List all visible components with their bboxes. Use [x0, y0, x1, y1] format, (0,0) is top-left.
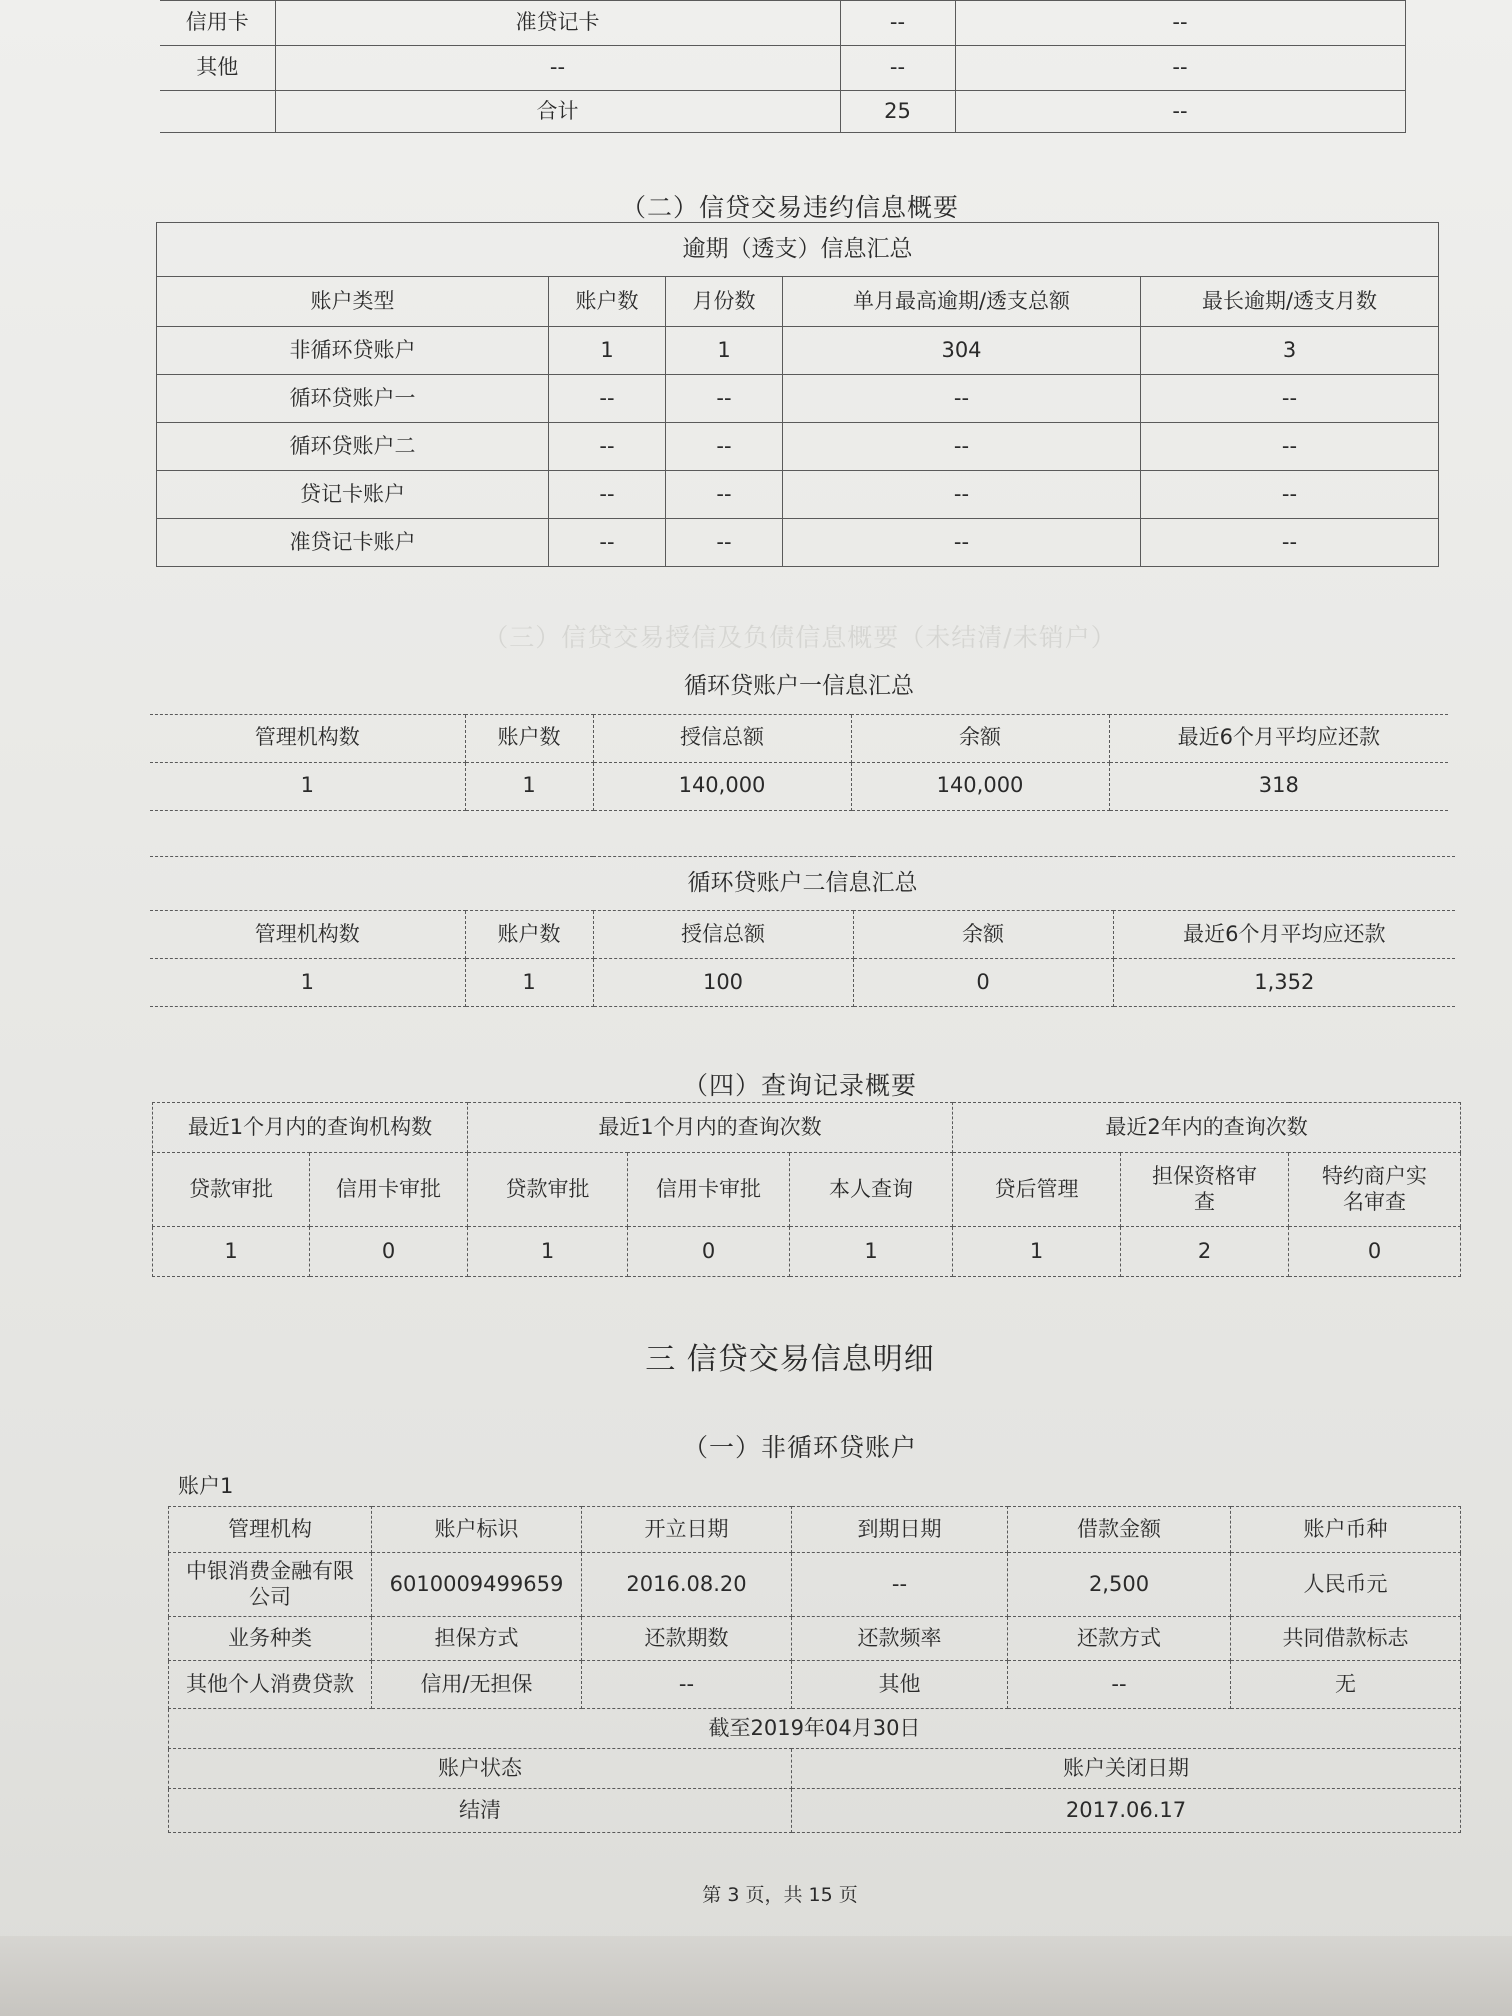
column-header: 余额	[853, 911, 1113, 959]
column-header: 月份数	[666, 277, 783, 327]
table-cell: 非循环贷账户	[157, 327, 549, 375]
overdue-table	[156, 222, 1438, 567]
column-header: 共同借款标志	[1231, 1617, 1461, 1661]
table-cell: 人民币元	[1231, 1553, 1461, 1617]
table-cell: 循环贷账户二	[157, 423, 549, 471]
table-cell: 1	[465, 762, 593, 810]
column-header: 账户状态	[169, 1749, 792, 1789]
section-title-non-revolving: （一）非循环贷账户	[682, 1433, 917, 1462]
table-row	[157, 519, 1439, 567]
table-cell: --	[1141, 519, 1439, 567]
column-header: 特约商户实名审查	[1289, 1153, 1461, 1227]
sub-label: 准贷记卡	[275, 1, 840, 46]
table-row	[153, 1227, 1461, 1277]
revolving-account-2-table	[150, 856, 1455, 1007]
table-cell: --	[666, 375, 783, 423]
table-cell: --	[1141, 471, 1439, 519]
chapter-title: 三 信贷交易信息明细	[645, 1342, 935, 1377]
table-cell: 1,352	[1113, 959, 1455, 1007]
revolving-account-1-table	[150, 660, 1448, 811]
column-header: 到期日期	[792, 1507, 1008, 1553]
table-cell: --	[1141, 423, 1439, 471]
column-header: 管理机构数	[150, 714, 465, 762]
column-header: 本人查询	[790, 1153, 953, 1227]
table-cell: 0	[628, 1227, 790, 1277]
column-header: 账户币种	[1231, 1507, 1461, 1553]
column-header: 最近6个月平均应还款	[1109, 714, 1448, 762]
page-edge-shadow	[0, 1936, 1512, 2016]
table-row	[157, 471, 1439, 519]
table-cell: 1	[465, 959, 593, 1007]
column-header: 余额	[851, 714, 1109, 762]
table-cell: 1	[666, 327, 783, 375]
column-header: 账户类型	[157, 277, 549, 327]
column-header: 借款金额	[1008, 1507, 1231, 1553]
table-cell: 1	[953, 1227, 1121, 1277]
table-cell: 贷记卡账户	[157, 471, 549, 519]
column-header: 账户关闭日期	[792, 1749, 1461, 1789]
column-header: 开立日期	[582, 1507, 792, 1553]
table-cell: 2	[1121, 1227, 1289, 1277]
column-header: 账户数	[465, 714, 593, 762]
account-label: 账户1	[178, 1474, 234, 1498]
count-cell: --	[840, 1, 955, 46]
table-cell: --	[783, 423, 1141, 471]
revolving-2-title: 循环贷账户二信息汇总	[150, 857, 1455, 911]
table-cell: 0	[1289, 1227, 1461, 1277]
table-cell: 304	[783, 327, 1141, 375]
section-title-credit-summary: （三）信贷交易授信及负债信息概要（未结清/未销户）	[483, 623, 1117, 652]
column-header: 贷款审批	[468, 1153, 628, 1227]
column-header: 还款频率	[792, 1617, 1008, 1661]
table-cell: --	[549, 375, 666, 423]
account-close-date-value: 2017.06.17	[792, 1789, 1461, 1833]
table-cell: 6010009499659	[372, 1553, 582, 1617]
table-cell: 中银消费金融有限公司	[169, 1553, 372, 1617]
column-header: 账户数	[549, 277, 666, 327]
table-cell: 0	[853, 959, 1113, 1007]
column-header: 授信总额	[593, 714, 851, 762]
sub-label: --	[275, 46, 840, 91]
table-cell: --	[666, 519, 783, 567]
group-label: 其他	[160, 46, 275, 91]
column-header: 业务种类	[169, 1617, 372, 1661]
amount-cell: --	[955, 91, 1405, 133]
column-header: 单月最高逾期/透支总额	[783, 277, 1141, 327]
table-cell: 1	[153, 1227, 310, 1277]
column-header: 贷款审批	[153, 1153, 310, 1227]
table-cell: 2016.08.20	[582, 1553, 792, 1617]
table-cell: --	[783, 471, 1141, 519]
table-row	[150, 762, 1448, 810]
column-header: 授信总额	[593, 911, 853, 959]
table-cell: 信用/无担保	[372, 1661, 582, 1709]
table-cell: 140,000	[851, 762, 1109, 810]
column-header: 信用卡审批	[628, 1153, 790, 1227]
table-cell: --	[1008, 1661, 1231, 1709]
column-header: 担保资格审查	[1121, 1153, 1289, 1227]
count-cell: --	[840, 46, 955, 91]
revolving-1-title: 循环贷账户一信息汇总	[150, 660, 1448, 714]
table-cell: --	[549, 519, 666, 567]
sub-label: 合计	[275, 91, 840, 133]
table-row	[157, 423, 1439, 471]
top-partial-table	[160, 0, 1405, 133]
table-row	[169, 1789, 1461, 1833]
table-row	[157, 327, 1439, 375]
table-cell: --	[666, 471, 783, 519]
account-detail-table	[168, 1506, 1460, 1833]
group-header: 最近1个月内的查询机构数	[153, 1103, 468, 1153]
column-header: 还款期数	[582, 1617, 792, 1661]
table-cell: 100	[593, 959, 853, 1007]
table-cell: 140,000	[593, 762, 851, 810]
column-header: 账户数	[465, 911, 593, 959]
account-status-value: 结清	[169, 1789, 792, 1833]
table-cell: --	[783, 375, 1141, 423]
table-cell: 循环贷账户一	[157, 375, 549, 423]
amount-cell: --	[955, 1, 1405, 46]
page-number: 第 3 页，共 15 页	[702, 1884, 858, 1906]
table-row	[150, 959, 1455, 1007]
group-header: 最近2年内的查询次数	[953, 1103, 1461, 1153]
query-summary-table	[152, 1102, 1460, 1277]
table-cell: 其他个人消费贷款	[169, 1661, 372, 1709]
count-cell: 25	[840, 91, 955, 133]
table-cell: 2,500	[1008, 1553, 1231, 1617]
table-cell: --	[783, 519, 1141, 567]
column-header: 担保方式	[372, 1617, 582, 1661]
column-header: 最长逾期/透支月数	[1141, 277, 1439, 327]
group-label: 信用卡	[160, 1, 275, 46]
table-cell: --	[792, 1553, 1008, 1617]
table-cell: --	[549, 471, 666, 519]
table-cell: 1	[150, 959, 465, 1007]
column-header: 还款方式	[1008, 1617, 1231, 1661]
table-cell: 3	[1141, 327, 1439, 375]
amount-cell: --	[955, 46, 1405, 91]
table-cell: 1	[790, 1227, 953, 1277]
group-header: 最近1个月内的查询次数	[468, 1103, 953, 1153]
table-cell: 1	[549, 327, 666, 375]
as-of-date: 截至2019年04月30日	[169, 1709, 1461, 1749]
column-header: 管理机构数	[150, 911, 465, 959]
table-cell: --	[666, 423, 783, 471]
column-header: 贷后管理	[953, 1153, 1121, 1227]
table-cell: --	[582, 1661, 792, 1709]
group-label	[160, 91, 275, 133]
column-header: 账户标识	[372, 1507, 582, 1553]
table-row	[157, 375, 1439, 423]
table-row	[169, 1553, 1461, 1617]
column-header: 管理机构	[169, 1507, 372, 1553]
section-title-query: （四）查询记录概要	[682, 1071, 917, 1100]
overdue-table-title: 逾期（透支）信息汇总	[157, 223, 1439, 277]
section-title-overdue: （二）信贷交易违约信息概要	[620, 193, 959, 222]
table-cell: 无	[1231, 1661, 1461, 1709]
table-cell: 1	[468, 1227, 628, 1277]
table-cell: 1	[150, 762, 465, 810]
column-header: 最近6个月平均应还款	[1113, 911, 1455, 959]
table-cell: --	[1141, 375, 1439, 423]
table-row	[169, 1661, 1461, 1709]
table-cell: 准贷记卡账户	[157, 519, 549, 567]
table-cell: 0	[310, 1227, 468, 1277]
column-header: 信用卡审批	[310, 1153, 468, 1227]
table-cell: --	[549, 423, 666, 471]
table-cell: 318	[1109, 762, 1448, 810]
table-cell: 其他	[792, 1661, 1008, 1709]
